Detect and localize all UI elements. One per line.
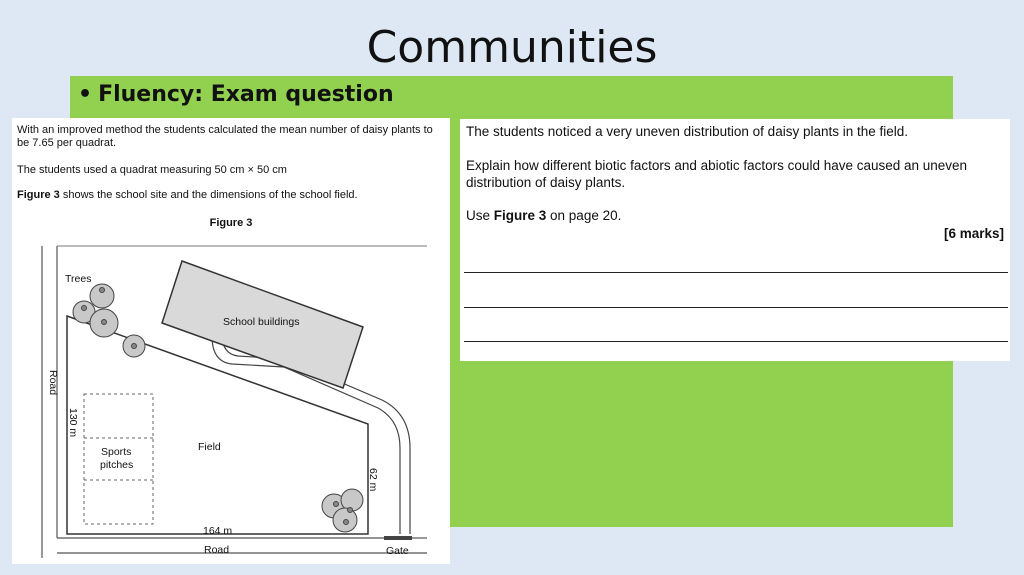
use-figure-bold: Figure 3: [493, 208, 547, 223]
figure-caption: Figure 3: [209, 217, 253, 229]
trees-label: Trees: [65, 273, 92, 285]
trees-bottom-right-icon: [322, 489, 363, 532]
use-prefix: Use: [466, 208, 494, 223]
bullet-icon: •: [78, 82, 93, 107]
school-buildings-label: School buildings: [223, 316, 300, 328]
gate-marker: [384, 536, 412, 540]
slide-title: Communities: [366, 22, 658, 73]
question-line-2: Explain how different biotic factors and abiotic factors could have caused an uneven: [466, 158, 968, 173]
bullet-text: Fluency: Exam question: [98, 82, 394, 107]
figure-ref-rest: shows the school site and the dimensions of the school field.: [59, 189, 358, 201]
height-dimension-label: 130 m: [67, 408, 79, 438]
figure-ref-bold: Figure 3: [17, 189, 60, 201]
gate-label: Gate: [386, 545, 409, 557]
answer-line-1: [464, 272, 1008, 273]
bullet-heading: [78, 82, 394, 107]
intro-paragraph: With an improved method the students calculated the mean number of daisy plants to be 7.65 per quadrat.: [17, 124, 433, 149]
answer-line-3: [464, 341, 1008, 342]
sports-label-line1: Sports: [101, 446, 132, 458]
marks-label: [6 marks]: [943, 226, 1004, 241]
school-site-map: [12, 118, 450, 564]
quadrat-paragraph: The students used a quadrat measuring 50 cm × 50 cm: [17, 164, 287, 176]
sports-label-line2: pitches: [100, 459, 134, 471]
use-figure-line: [466, 208, 1006, 224]
question-line-3: distribution of daisy plants.: [466, 175, 626, 190]
question-card: [460, 119, 1010, 361]
width-dimension-label: 164 m: [203, 525, 233, 537]
use-suffix: on page 20.: [546, 208, 622, 223]
answer-line-2: [464, 307, 1008, 308]
trees-top-left-icon: [73, 284, 145, 357]
road-bottom-label: Road: [204, 544, 230, 556]
right-dimension-label: 62 m: [367, 468, 379, 492]
figure-card: [12, 118, 450, 564]
field-label: Field: [198, 441, 221, 453]
question-line-1: The students noticed a very uneven distribution of daisy plants in the field.: [466, 124, 909, 139]
road-left-label: Road: [47, 370, 59, 396]
